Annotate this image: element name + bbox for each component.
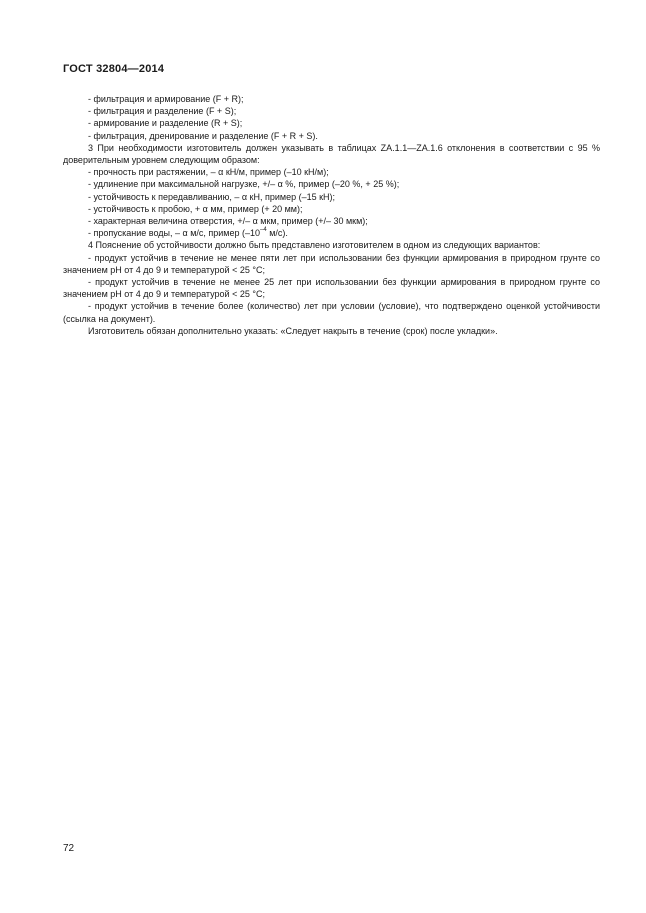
document-body: [63, 93, 600, 337]
paragraph-final: Изготовитель обязан дополнительно указать: «Следует накрыть в течение (срок) после укладки».: [88, 325, 498, 336]
list-item: - прочность при растяжении, – α кН/м, пример (–10 кН/м);: [88, 167, 329, 178]
list-item: - армирование и разделение (R + S);: [88, 118, 243, 129]
list-item: - фильтрация и армирование (F + R);: [88, 94, 244, 104]
water-exponent: –4: [260, 227, 267, 234]
list-item: - продукт устойчив в течение не менее пяти лет при использовании без функции армирования в природном грунте со значением рН от 4 до 9 и температурой < 25 °С;: [63, 252, 600, 275]
water-text: - пропускание воды, – α м/с, пример (–10: [88, 228, 261, 239]
paragraph-durability: 4 Пояснение об устойчивости должно быть представлено изготовителем в одном из следующих вариантов:: [88, 240, 541, 251]
paragraph-deviations: 3 При необходимости изготовитель должен указывать в таблицах ZA.1.1—ZA.1.6 отклонения в соответствии с 95 % доверительным уровнем следующим образом:: [63, 142, 600, 166]
list-item: - характерная величина отверстия, +/– α мкм, пример (+/– 30 мкм);: [88, 216, 368, 227]
list-item: - фильтрация и разделение (F + S);: [88, 106, 237, 117]
list-item: - устойчивость к передавливанию, – α кН, пример (–15 кН);: [88, 191, 336, 202]
page-number: 72: [63, 843, 75, 854]
list-item: - устойчивость к пробою, + α мм, пример (+ 20 мм);: [88, 203, 303, 214]
list-item-water: [63, 227, 600, 239]
list-item: - удлинение при максимальной нагрузке, +/– α %, пример (–20 %, + 25 %);: [88, 179, 400, 190]
document-header: ГОСТ 32804—2014: [63, 63, 165, 75]
list-item: - фильтрация, дренирование и разделение (F + R + S).: [88, 130, 318, 141]
water-unit: м/с).: [266, 228, 288, 239]
list-item: - продукт устойчив в течение более (количество) лет при условии (условие), что подтверждено оценкой устойчивости (ссылка на документ).: [63, 301, 600, 324]
list-item: - продукт устойчив в течение не менее 25 лет при использовании без функции армирования в природном грунте со значением рН от 4 до 9 и температурой < 25 °С;: [63, 277, 600, 300]
